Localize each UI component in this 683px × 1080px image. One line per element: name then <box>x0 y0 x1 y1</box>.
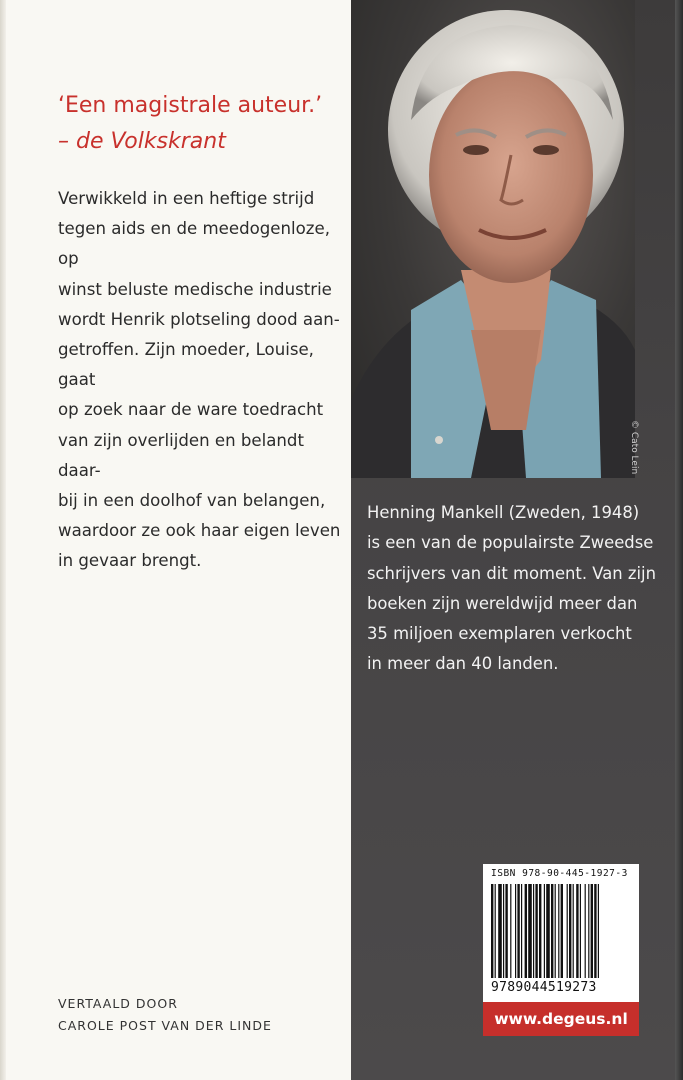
photo-credit: © Cato Lein <box>629 420 639 475</box>
bio-line: 35 miljoen exemplaren verkocht <box>367 624 632 644</box>
blurb-line: tegen aids en de meedogenloze, op <box>58 219 330 269</box>
review-quote <box>58 88 328 160</box>
barcode-bar <box>567 884 568 978</box>
barcode-bar <box>544 884 545 978</box>
author-photo <box>351 0 635 478</box>
bio-line: in meer dan 40 landen. <box>367 654 559 674</box>
barcode-bars <box>491 884 631 978</box>
translator-label: VERTAALD DOOR <box>58 996 178 1011</box>
cover-right-edge <box>675 0 683 1080</box>
barcode-bar <box>594 884 596 978</box>
bio-line: schrijvers van dit moment. Van zijn <box>367 563 656 583</box>
barcode-number: 9789044519273 <box>491 980 597 995</box>
author-bio <box>367 498 657 680</box>
barcode-bar <box>498 884 502 978</box>
blurb-line: bij in een doolhof van belangen, <box>58 491 326 511</box>
publisher-url: www.degeus.nl <box>483 1002 639 1036</box>
barcode-bar <box>510 884 511 978</box>
author-portrait-illustration <box>351 0 635 478</box>
quote-source: – de Volkskrant <box>58 129 226 154</box>
barcode-bar <box>573 884 574 978</box>
quote-text: ‘Een magistrale auteur.’ <box>58 93 323 118</box>
barcode-bar <box>525 884 527 978</box>
blurb-line: Verwikkeld in een heftige strijd <box>58 189 315 208</box>
barcode-bar <box>569 884 571 978</box>
translator-name: CAROLE POST VAN DER LINDE <box>58 1018 272 1033</box>
barcode-bar <box>533 884 534 978</box>
barcode-bar <box>580 884 581 978</box>
barcode-bar <box>521 884 522 978</box>
blurb-line: waardoor ze ook haar eigen leven <box>58 521 341 541</box>
barcode-bar <box>558 884 559 978</box>
barcode-bar <box>551 884 553 978</box>
barcode-bar <box>517 884 519 978</box>
blurb-line: winst beluste medische industrie <box>58 279 332 299</box>
isbn-label: ISBN 978-90-445-1927-3 <box>491 868 628 879</box>
translator-credit <box>58 993 272 1037</box>
isbn-barcode <box>483 864 639 1002</box>
bio-line: Henning Mankell (Zweden, 1948) <box>367 503 640 522</box>
barcode-bar <box>555 884 556 978</box>
barcode-bar <box>561 884 563 978</box>
barcode-bar <box>539 884 541 978</box>
barcode-bar <box>505 884 507 978</box>
cover-left-edge <box>0 0 6 1080</box>
bio-line: boeken zijn wereldwijd meer dan <box>367 593 638 613</box>
barcode-bar <box>495 884 496 978</box>
blurb-line: op zoek naar de ware toedracht <box>58 400 324 420</box>
barcode-bar <box>491 884 493 978</box>
barcode-bar <box>515 884 516 978</box>
barcode-bar <box>528 884 532 978</box>
barcode-bar <box>503 884 504 978</box>
bio-line: is een van de populairste Zweedse <box>367 533 654 553</box>
blurb-line: wordt Henrik plotseling dood aan- <box>58 309 340 329</box>
barcode-bar <box>598 884 599 978</box>
barcode-bar <box>585 884 586 978</box>
barcode-bar <box>546 884 550 978</box>
barcode-bar <box>588 884 589 978</box>
blurb-line: in gevaar brengt. <box>58 551 202 571</box>
blurb-line: getroffen. Zijn moeder, Louise, gaat <box>58 340 314 390</box>
barcode-bar <box>591 884 593 978</box>
blurb-line: van zijn overlijden en belandt daar- <box>58 430 304 480</box>
barcode-bar <box>535 884 537 978</box>
barcode-bar <box>576 884 578 978</box>
book-blurb <box>58 184 343 577</box>
